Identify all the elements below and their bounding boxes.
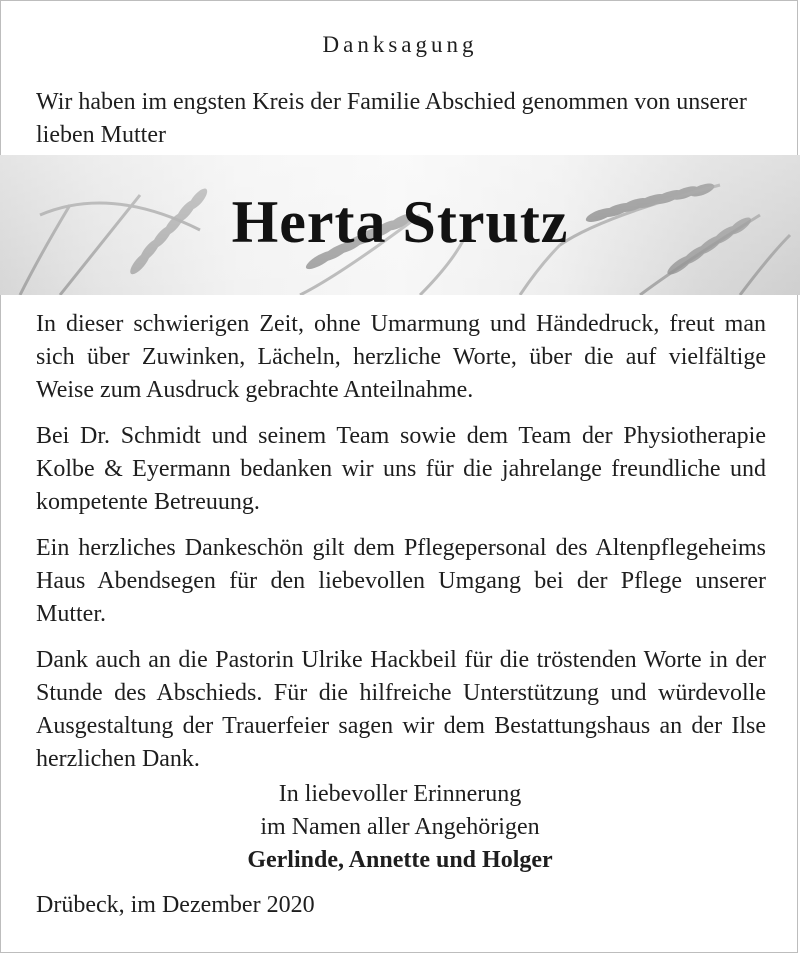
body-text [36, 308, 766, 789]
closing-line: im Namen aller Angehörigen [260, 814, 540, 840]
paragraph: In dieser schwierigen Zeit, ohne Umarmung und Händedruck, freut man sich über Zuwinken, Lächeln, herzliche Worte, über die auf vielfältige Weise zum Ausdruck gebrachte Anteilnahme. [36, 311, 766, 403]
notice-heading: Danksagung [322, 32, 478, 57]
closing-block [0, 778, 800, 877]
place-date: Drübeck, im Dezember 2020 [36, 892, 315, 918]
closing-line: In liebevoller Erinnerung [278, 781, 522, 807]
paragraph: Bei Dr. Schmidt und seinem Team sowie dem Team der Physiotherapie Kolbe & Eyermann bedanken wir uns für die jahrelange freundliche und kompetente Betreuung. [36, 423, 766, 515]
paragraph: Dank auch an die Pastorin Ulrike Hackbeil für die tröstenden Worte in der Stunde des Abschieds. Für die hilfreiche Unterstützung und würdevolle Ausgestaltung der Trauerfeier sagen wir dem Bestattungshaus an der Ilse herzlichen Dank. [36, 647, 766, 772]
deceased-name: Herta Strutz [231, 189, 569, 255]
paragraph: Ein herzliches Dankeschön gilt dem Pflegepersonal des Altenpflegeheims Haus Abendsegen für den liebevollen Umgang bei der Pflege unserer Mutter. [36, 535, 766, 627]
wheat-banner [0, 155, 800, 295]
signers: Gerlinde, Annette und Holger [247, 847, 553, 873]
intro-text: Wir haben im engsten Kreis der Familie Abschied genommen von unserer lieben Mutter [36, 89, 747, 148]
